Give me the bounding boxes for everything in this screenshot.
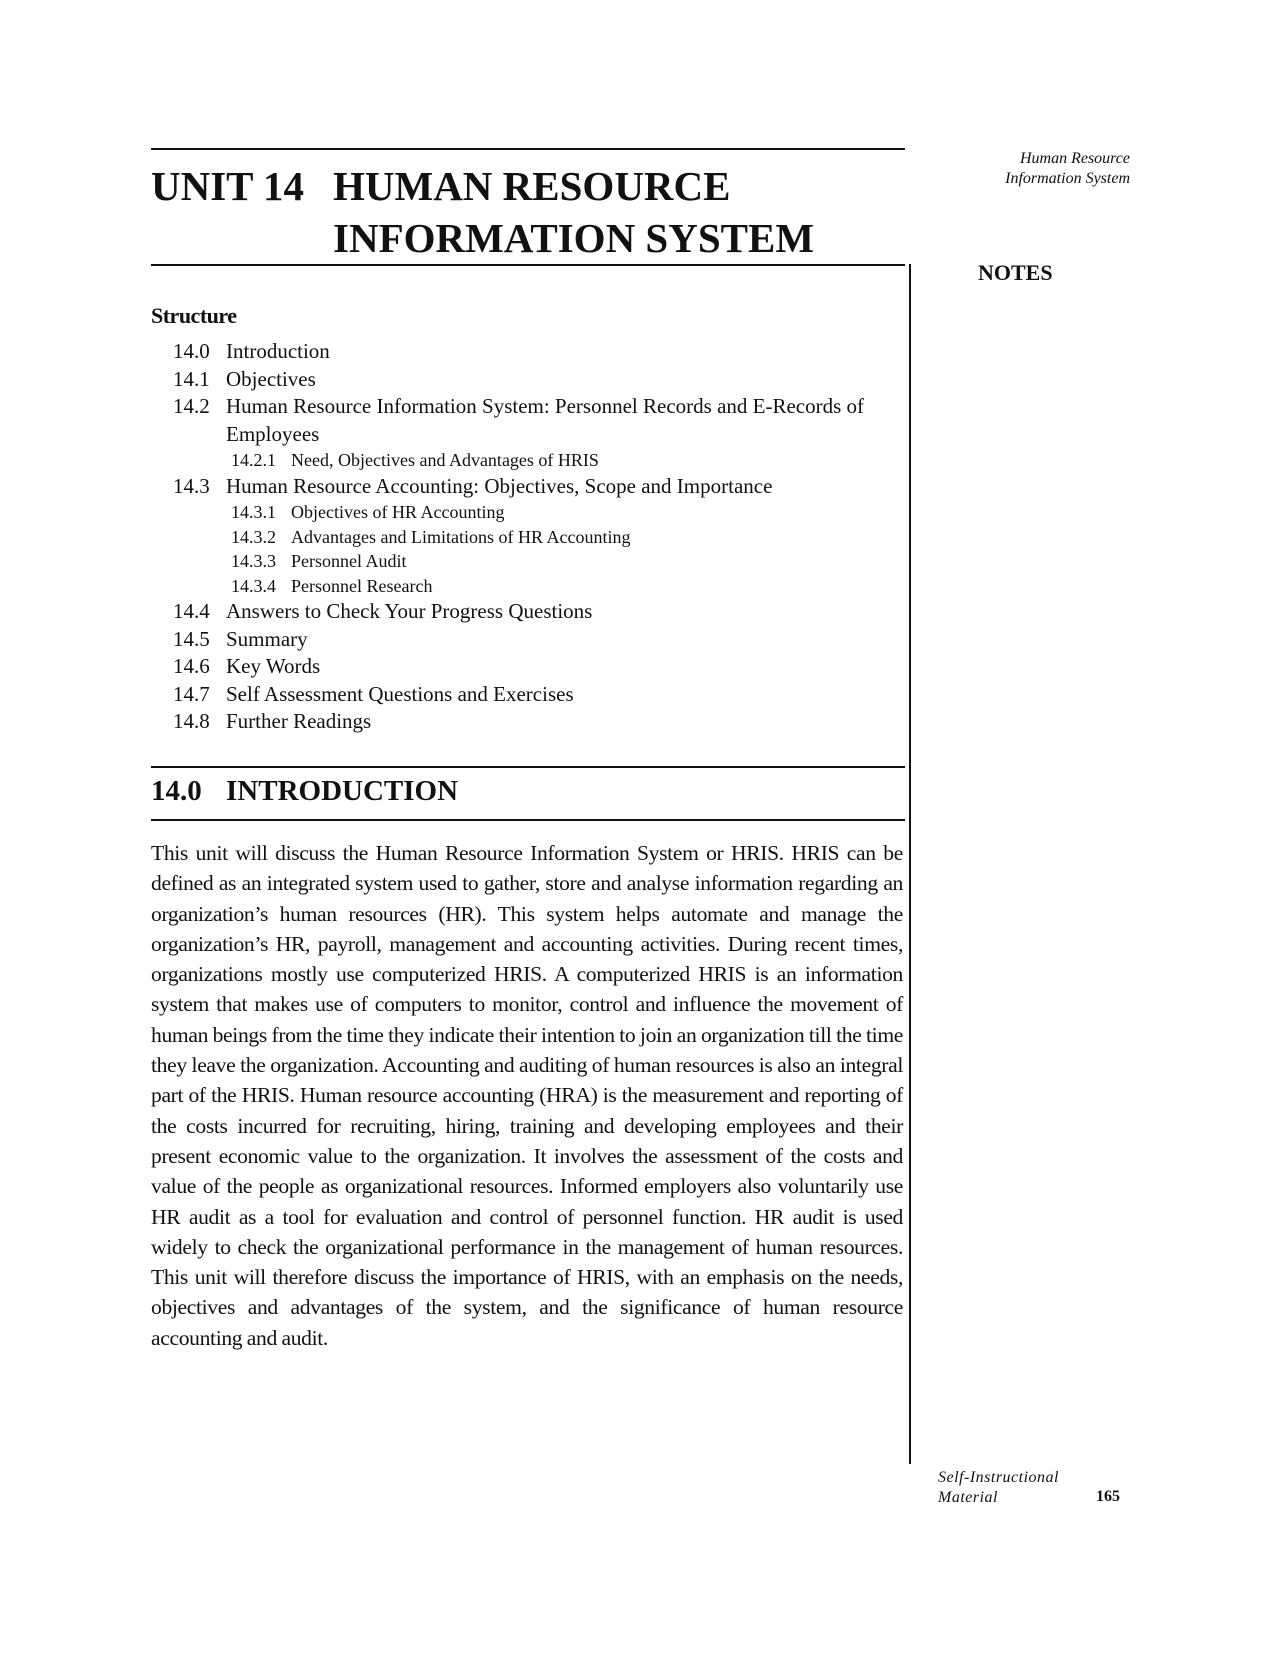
toc-item-text: Summary	[226, 626, 308, 651]
title-bottom-rule	[151, 264, 905, 266]
toc-item-number: 14.8	[173, 709, 210, 733]
toc-item-number: 14.5	[173, 626, 210, 651]
toc-item-text: Objectives	[226, 366, 316, 391]
running-head-line2: Information System	[1005, 170, 1130, 187]
toc-item	[173, 653, 913, 681]
toc-item-text: Key Words	[226, 654, 321, 678]
toc-item	[173, 393, 913, 448]
toc-subitem-text: Objectives of HR Accounting	[291, 502, 505, 522]
toc-item-number: 14.2	[173, 394, 210, 418]
section-number: 14.0	[151, 775, 202, 807]
toc-item-number: 14.6	[173, 654, 210, 678]
title-top-rule	[151, 148, 905, 150]
introduction-paragraph: This unit will discuss the Human Resource Information System or HRIS. HRIS can be defined as an integrated system used to gather, store and analyse information regarding an organization’s human resources (HR). This system helps automate and manage the organization’s HR, payroll, management and accounting activities. During recent times, organizations mostly use computerized HRIS. A computerized HRIS is an information system that makes use of computers to monitor, control and influence the movement of human beings from the time they indicate their intention to join an organization till the time they leave the organization. Accounting and auditing of human resources is also an integral part of the HRIS. Human resource accounting (HRA) is the measurement and reporting of the costs incurred for recruiting, hiring, training and developing employees and their present economic value to the organization. It involves the assessment of the costs and value of the people as organizational resources. Informed employers also voluntarily use HR audit as a tool for evaluation and control of personnel function. HR audit is used widely to check the organizational performance in the management of human resources. This unit will therefore discuss the importance of HRIS, with an emphasis on the needs, objectives and advantages of the system, and the significance of human resource accounting and audit.	[151, 841, 903, 1350]
running-head	[940, 149, 1130, 189]
toc-item-text: Self Assessment Questions and Exercises	[226, 681, 574, 706]
toc-item-number: 14.3	[173, 473, 210, 498]
unit-title-line2: INFORMATION SYSTEM	[333, 215, 815, 261]
page-number: 165	[1096, 1488, 1120, 1505]
toc-item-text: Further Readings	[226, 709, 372, 733]
toc-subitem	[173, 500, 913, 525]
running-head-line1: Human Resource	[1019, 150, 1130, 167]
unit-number: UNIT 14	[151, 163, 305, 209]
toc-subitem-number: 14.3.4	[231, 575, 276, 596]
toc-item-number: 14.0	[173, 339, 210, 363]
footer-label-line2: Material	[938, 1489, 998, 1506]
footer-label	[938, 1468, 1059, 1508]
toc-subitem	[173, 574, 913, 599]
section-heading-rule	[151, 819, 905, 821]
toc-subitem-text: Personnel Research	[291, 575, 433, 596]
table-of-contents	[173, 338, 913, 736]
toc-item	[173, 708, 913, 736]
toc-subitem-text: Personnel Audit	[291, 551, 407, 571]
toc-subitem-number: 14.3.1	[231, 502, 276, 522]
toc-item-text: Human Resource Information System: Personnel Records and E-Records of Employees	[226, 394, 865, 446]
toc-subitem	[173, 448, 913, 473]
toc-subitem-text: Advantages and Limitations of HR Accounting	[291, 526, 631, 547]
toc-item	[173, 626, 913, 654]
toc-item-text: Human Resource Accounting: Objectives, Scope and Importance	[226, 473, 773, 498]
toc-item-number: 14.1	[173, 366, 210, 391]
toc-subitem-text: Need, Objectives and Advantages of HRIS	[291, 450, 599, 470]
unit-title-line1: HUMAN RESOURCE	[333, 163, 731, 209]
toc-item	[173, 598, 913, 626]
section-title: INTRODUCTION	[226, 775, 459, 807]
toc-item-number: 14.4	[173, 599, 210, 623]
toc-item	[173, 338, 913, 366]
footer-label-line1: Self-Instructional	[938, 1469, 1059, 1486]
toc-subitem-number: 14.2.1	[231, 450, 276, 470]
toc-subitem-number: 14.3.2	[231, 526, 276, 547]
section-heading	[151, 775, 458, 808]
structure-bottom-rule	[151, 766, 905, 768]
toc-item-number: 14.7	[173, 681, 210, 706]
toc-item	[173, 366, 913, 394]
toc-item	[173, 473, 913, 501]
structure-heading: Structure	[151, 303, 237, 328]
notes-label: NOTES	[978, 260, 1053, 285]
toc-item	[173, 681, 913, 709]
toc-item-text: Answers to Check Your Progress Questions	[226, 599, 593, 623]
toc-subitem-number: 14.3.3	[231, 551, 276, 571]
toc-item-text: Introduction	[226, 339, 330, 363]
toc-subitem	[173, 525, 913, 550]
toc-subitem	[173, 549, 913, 574]
